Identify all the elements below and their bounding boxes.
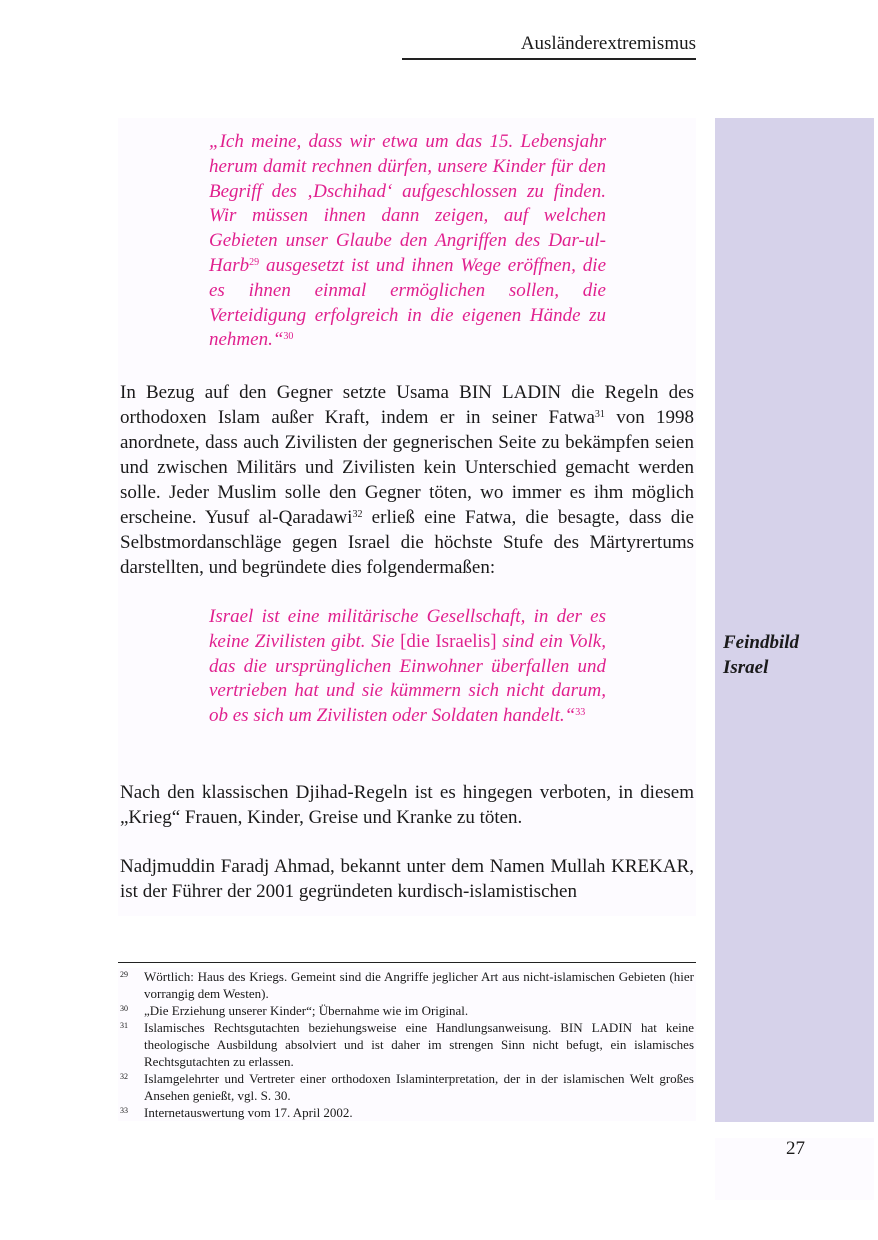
footnote-ref-33[interactable]: 33 [575, 707, 586, 719]
paragraph-3: Nadjmuddin Faradj Ahmad, bekannt unter dem Namen Mullah KREKAR, ist der Führer der 2001 gegründeten kurdisch-islamistischen [120, 856, 694, 902]
margin-note [723, 630, 863, 680]
quote2-text-b: sind ein Volk, das die ursprünglichen Einwohner überfallen und vertrieben hat und sie kümmern sich nicht darum, ob es sich um Zivilisten oder Soldaten handelt.“ [209, 630, 606, 727]
footnotes [118, 968, 696, 1121]
margin-note-line1: Feindbild [723, 632, 800, 653]
running-header: Ausländerextremismus [402, 30, 696, 60]
paragraph-2: Nach den klassischen Djihad-Regeln ist es hingegen verboten, in diesem „Krieg“ Frauen, Kinder, Greise und Kranke zu töten. [120, 782, 694, 828]
para1-text-a: In Bezug auf den Gegner setzte Usama BIN LADIN die Regeln des orthodoxen Islam außer Kraft, indem er in seiner Fatwa [120, 382, 694, 428]
footnote-text: Wörtlich: Haus des Kriegs. Gemeint sind die Angriffe jeglicher Art aus nicht-islamischen Gebieten (hier vorrangig dem Westen). [144, 969, 694, 1001]
footnote-32 [118, 1070, 696, 1104]
footnote-divider [118, 962, 696, 963]
footnote-number: 33 [120, 1106, 128, 1115]
quote2-text-a: Israel ist eine militärische Gesellschaft, in der es keine Zivilisten gibt. Sie [209, 606, 606, 652]
footnote-ref-32[interactable]: 32 [352, 509, 363, 520]
footnote-31 [118, 1019, 696, 1070]
margin-sidebar [715, 118, 874, 1122]
footnote-text: „Die Erziehung unserer Kinder“; Übernahme wie im Original. [144, 1003, 469, 1018]
footnote-ref-30[interactable]: 30 [283, 331, 294, 343]
footnote-number: 30 [120, 1004, 128, 1013]
block-quote-2 [209, 605, 606, 729]
footnote-30 [118, 1002, 696, 1019]
footnote-text: Islamisches Rechtsgutachten beziehungsweise eine Handlungsanweisung. BIN LADIN hat keine theologische Ausbildung absolviert und ist daher im strengen Sinn nicht befugt, ein islamisches Rechtsgutachten zu erlassen. [144, 1020, 694, 1069]
footnote-text: Islamgelehrter und Vertreter einer orthodoxen Islaminterpretation, der in der islamischen Welt großes Ansehen genießt, vgl. S. 30. [144, 1071, 694, 1103]
footnote-number: 32 [120, 1072, 128, 1081]
para1-text-c: erließ eine Fatwa, die besagte, dass die Selbstmordanschläge gegen Israel die höchste Stufe des Märtyrertums darstellten, und begründete dies folgendermaßen: [120, 507, 694, 578]
paragraph-1 [120, 380, 694, 580]
quote2-insertion: [die Israelis] [400, 630, 497, 652]
footnote-ref-31[interactable]: 31 [594, 409, 605, 420]
quote1-text-after: ausgesetzt ist und ihnen Wege eröffnen, die es ihnen einmal ermöglichen sollen, die Verteidigung erfolgreich in die eigenen Hände zu nehmen.“ [209, 254, 606, 351]
footnote-29 [118, 968, 696, 1002]
footnote-number: 29 [120, 970, 128, 979]
footnote-number: 31 [120, 1021, 128, 1030]
page-number: 27 [786, 1138, 805, 1159]
footnote-ref-29[interactable]: 29 [249, 256, 260, 268]
para1-text-b: von 1998 anordnete, dass auch Zivilisten der gegnerischen Seite zu bekämpfen seien und zwischen Militärs und Zivilisten kein Unterschied gemacht werden solle. Jeder Muslim solle den Gegner töten, wo immer es ihm möglich erscheine. Yusuf al-Qaradawi [120, 407, 694, 528]
margin-note-line2: Israel [723, 657, 769, 678]
quote1-text: „Ich meine, dass wir etwa um das 15. Lebensjahr herum damit rechnen dürfen, unsere Kinder für den Begriff des ‚Dschihad‘ aufgeschlossen zu finden. Wir müssen ihnen dann zeigen, auf welchen Gebieten unser Glaube den Angriffen des Dar-ul-Harb [209, 131, 606, 276]
block-quote-1 [209, 130, 606, 353]
footnote-33 [118, 1104, 696, 1121]
footnote-text: Internetauswertung vom 17. April 2002. [144, 1105, 353, 1120]
